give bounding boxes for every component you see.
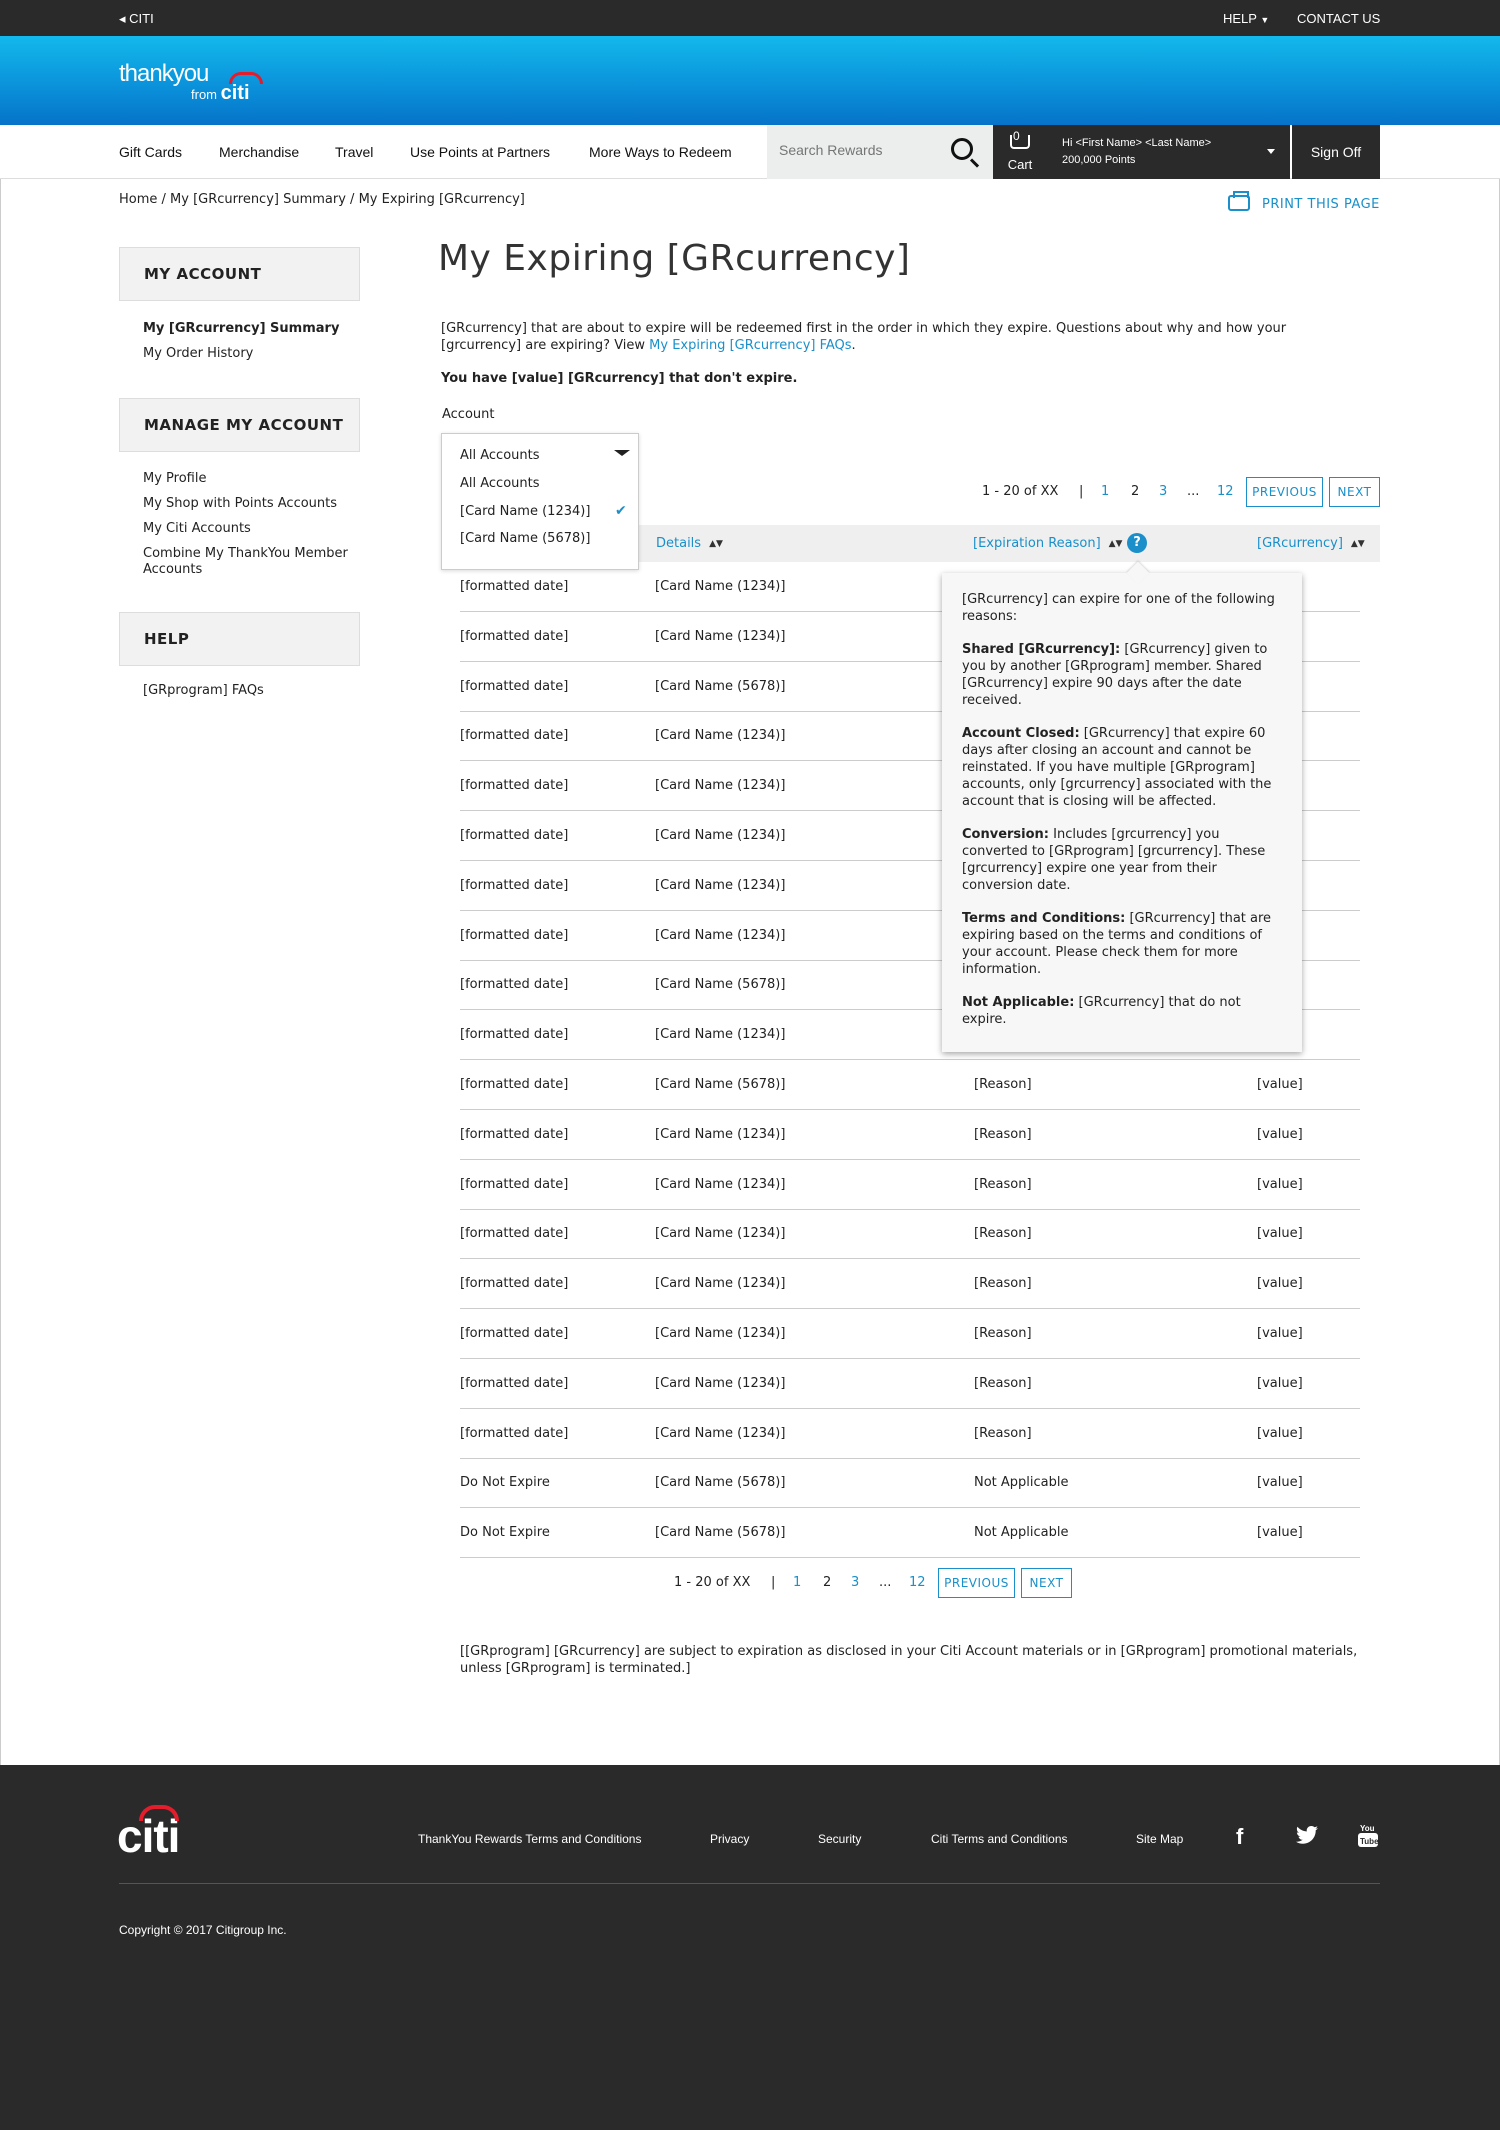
help-label: HELP — [1223, 11, 1257, 26]
citi-arc-icon — [229, 72, 263, 84]
row-reason: Not Applicable — [974, 1475, 1069, 1491]
table-row — [460, 1209, 1360, 1259]
row-value: [value] — [1257, 1176, 1303, 1192]
column-expiration-reason[interactable] — [973, 536, 1122, 551]
row-date: [formatted date] — [460, 1375, 569, 1391]
next-button[interactable]: NEXT — [1021, 1568, 1072, 1598]
row-details: [Card Name (1234)] — [655, 1276, 786, 1292]
print-page-link[interactable] — [1228, 195, 1380, 212]
tooltip-text: Includes [grcurrency] you converted to [GRprogram] [grcurrency]. These [grcurrency] expire one year from their conversion date. — [962, 827, 1266, 893]
row-reason: Not Applicable — [974, 1525, 1069, 1541]
row-details: [Card Name (1234)] — [655, 1326, 786, 1341]
pager-separator: | — [1079, 484, 1084, 499]
sidebar-item-profile[interactable]: My Profile — [143, 471, 207, 486]
row-reason: [Reason] — [974, 1375, 1032, 1391]
row-date: Do Not Expire — [460, 1475, 550, 1491]
pager-page-3[interactable]: 3 — [851, 1575, 860, 1590]
footer-divider — [119, 1883, 1380, 1884]
pager-page-12[interactable]: 12 — [909, 1575, 926, 1590]
row-reason: [Reason] — [974, 1077, 1032, 1092]
sort-icon[interactable]: ▲▼ — [1350, 539, 1365, 549]
row-date: [formatted date] — [460, 628, 569, 644]
table-row — [460, 1160, 1360, 1210]
row-value: [value] — [1257, 1077, 1303, 1092]
row-value: [value] — [1257, 1425, 1303, 1441]
row-details: [Card Name (1234)] — [655, 1126, 786, 1142]
user-points: 200,000 Points — [1062, 154, 1136, 166]
table-row — [460, 1359, 1360, 1409]
table-row — [460, 1309, 1360, 1359]
thankyou-logo[interactable] — [119, 60, 250, 104]
row-date: [formatted date] — [460, 678, 569, 694]
citi-arc-icon — [139, 1805, 179, 1821]
row-reason: [Reason] — [974, 1126, 1032, 1142]
footer-logo-text: citi — [117, 1810, 180, 1862]
footer — [0, 1765, 1500, 2130]
print-label: PRINT THIS PAGE — [1262, 197, 1380, 212]
nav-merchandise[interactable]: Merchandise — [219, 144, 300, 160]
nav-more-ways-to-redeem[interactable]: More Ways to Redeem — [589, 144, 732, 160]
tooltip-text: [GRcurrency] given to you by another [GRprogram] member. Shared [GRcurrency] expire 90 days after the date received. — [962, 642, 1268, 708]
tooltip-item — [962, 994, 1282, 1028]
logo-from-text — [191, 82, 250, 105]
facebook-icon[interactable]: f — [1236, 1824, 1244, 1849]
youtube-icon[interactable] — [1358, 1823, 1378, 1853]
row-details: [Card Name (5678)] — [655, 1475, 786, 1491]
row-date: [formatted date] — [460, 778, 569, 794]
footer-link-citi-terms[interactable]: Citi Terms and Conditions — [931, 1832, 1068, 1846]
search-icon[interactable] — [951, 138, 973, 160]
row-date: [formatted date] — [460, 1126, 569, 1142]
dropdown-selected[interactable]: All Accounts — [460, 448, 540, 463]
previous-button[interactable]: PREVIOUS — [938, 1568, 1015, 1598]
sidebar-item-order-history[interactable]: My Order History — [143, 346, 254, 361]
row-details: [Card Name (1234)] — [655, 1226, 786, 1242]
row-date: [formatted date] — [460, 877, 569, 893]
next-button[interactable]: NEXT — [1329, 477, 1380, 507]
caret-down-icon[interactable] — [614, 450, 630, 456]
page-title: My Expiring [GRcurrency] — [438, 238, 911, 279]
tooltip-intro: [GRcurrency] can expire for one of the following reasons: — [962, 592, 1275, 624]
copyright: Copyright © 2017 Citigroup Inc. — [119, 1923, 287, 1937]
row-reason: [Reason] — [974, 1425, 1032, 1441]
pagination-top — [982, 477, 1382, 507]
row-date: [formatted date] — [460, 977, 569, 993]
search-input[interactable] — [779, 142, 939, 158]
table-row — [460, 1458, 1360, 1508]
row-details: [Card Name (5678)] — [655, 1525, 786, 1541]
tooltip-item — [962, 910, 1282, 978]
row-reason: [Reason] — [974, 1326, 1032, 1341]
dropdown-option-5678[interactable]: [Card Name (5678)] — [460, 531, 591, 546]
sidebar-item-shop-with-points[interactable]: My Shop with Points Accounts — [143, 496, 338, 511]
row-value: [value] — [1257, 1226, 1303, 1242]
pager-page-3[interactable]: 3 — [1159, 484, 1168, 499]
table-row — [460, 1060, 1360, 1110]
pager-range: 1 - 20 of XX — [982, 484, 1059, 499]
nav-gift-cards[interactable]: Gift Cards — [119, 144, 183, 160]
pager-page-2[interactable]: 2 — [1131, 484, 1140, 499]
row-value: [value] — [1257, 1525, 1303, 1541]
pager-separator: | — [771, 1575, 776, 1590]
table-row — [460, 1409, 1360, 1459]
cart-count: 0 — [1013, 129, 1020, 143]
cart-button[interactable] — [993, 125, 1047, 179]
pager-page-1[interactable]: 1 — [1101, 484, 1110, 499]
row-date: [formatted date] — [460, 728, 569, 744]
no-expire-summary: You have [value] [GRcurrency] that don't expire. — [441, 371, 798, 386]
tooltip-term: Conversion: — [962, 827, 1050, 842]
table-row — [460, 1259, 1360, 1309]
row-details: [Card Name (1234)] — [655, 1027, 786, 1043]
row-date: [formatted date] — [460, 1326, 569, 1341]
table-row — [460, 1110, 1360, 1160]
user-menu[interactable] — [1047, 125, 1290, 179]
row-date: [formatted date] — [460, 1226, 569, 1242]
sidebar-item-combine-accounts[interactable]: Combine My ThankYou Member — [143, 546, 348, 561]
row-value: [value] — [1257, 1326, 1303, 1341]
row-details: [Card Name (1234)] — [655, 1425, 786, 1441]
row-date: [formatted date] — [460, 1176, 569, 1192]
help-question-icon[interactable]: ? — [1127, 533, 1147, 553]
row-reason: [Reason] — [974, 1176, 1032, 1192]
main-nav — [0, 125, 1500, 179]
row-date: [formatted date] — [460, 1425, 569, 1441]
sidebar-item-faqs[interactable]: [GRprogram] FAQs — [143, 683, 264, 698]
tooltip-term: Not Applicable: — [962, 995, 1075, 1010]
row-details: [Card Name (5678)] — [655, 977, 786, 993]
row-value: [value] — [1257, 1475, 1303, 1491]
sidebar-heading-help: HELP — [119, 612, 360, 666]
logo-from: from — [191, 87, 217, 102]
footer-link-terms[interactable]: ThankYou Rewards Terms and Conditions — [418, 1832, 642, 1846]
printer-icon — [1228, 195, 1250, 211]
pager-page-1[interactable]: 1 — [793, 1575, 802, 1590]
sidebar-heading-my-account: MY ACCOUNT — [119, 247, 360, 301]
pagination-bottom — [674, 1568, 1074, 1598]
row-details: [Card Name (1234)] — [655, 927, 786, 943]
twitter-icon[interactable] — [1296, 1824, 1318, 1850]
row-details: [Card Name (1234)] — [655, 628, 786, 644]
tooltip-term: Account Closed: — [962, 726, 1080, 741]
tooltip-term: Shared [GRcurrency]: — [962, 642, 1121, 657]
svg-text:Tube: Tube — [1360, 1837, 1378, 1846]
row-details: [Card Name (1234)] — [655, 579, 786, 594]
footer-link-site-map[interactable]: Site Map — [1136, 1832, 1184, 1846]
dropdown-option-1234[interactable]: [Card Name (1234)] — [460, 504, 591, 519]
column-details-label: Details — [656, 536, 702, 551]
sidebar-item-combine-accounts-cont[interactable]: Accounts — [143, 562, 203, 577]
account-dropdown[interactable] — [441, 433, 639, 570]
cart-label: Cart — [1007, 157, 1033, 172]
contact-us-link[interactable]: CONTACT US — [1297, 11, 1381, 26]
search-box — [767, 125, 993, 179]
sidebar-heading-manage-account: MANAGE MY ACCOUNT — [119, 398, 360, 452]
row-details: [Card Name (5678)] — [655, 1077, 786, 1092]
intro-line2: [grcurrency] are expiring? View — [441, 338, 650, 353]
chevron-down-icon — [1267, 149, 1275, 154]
row-details: [Card Name (5678)] — [655, 678, 786, 694]
row-reason: [Reason] — [974, 1276, 1032, 1292]
footer-link-security[interactable]: Security — [818, 1832, 862, 1846]
svg-text:You: You — [1360, 1824, 1375, 1833]
pager-page-2[interactable]: 2 — [823, 1575, 832, 1590]
logo-citi: citi — [220, 82, 250, 104]
row-value: [value] — [1257, 1126, 1303, 1142]
nav-travel[interactable]: Travel — [335, 144, 374, 160]
sidebar-item-citi-accounts[interactable]: My Citi Accounts — [143, 521, 251, 536]
row-details: [Card Name (1234)] — [655, 778, 786, 794]
sort-icon[interactable]: ▲▼ — [709, 539, 723, 549]
row-details: [Card Name (1234)] — [655, 1375, 786, 1391]
intro-line1: [GRcurrency] that are about to expire will be redeemed first in the order in which they expire. Questions about why and how your — [441, 321, 1287, 336]
row-date: [formatted date] — [460, 828, 569, 843]
expiration-disclaimer: [[GRprogram] [GRcurrency] are subject to expiration as disclosed in your Citi Account materials or in [GRprogram] promotional materials, unless [GRprogram] is terminated.] — [460, 1644, 1358, 1676]
pager-range: 1 - 20 of XX — [674, 1575, 751, 1590]
tooltip-item — [962, 725, 1282, 810]
tooltip-text: [GRcurrency] that are expiring based on the terms and conditions of your account. Please check them for more information. — [962, 911, 1272, 977]
footer-link-privacy[interactable]: Privacy — [710, 1832, 750, 1846]
previous-button[interactable]: PREVIOUS — [1246, 477, 1323, 507]
row-date: Do Not Expire — [460, 1525, 550, 1541]
tooltip-term: Terms and Conditions: — [962, 911, 1126, 926]
pager-ellipsis: ... — [1187, 484, 1200, 499]
tooltip-item — [962, 641, 1282, 709]
intro-text — [441, 320, 1341, 354]
citi-footer-logo[interactable] — [117, 1809, 179, 1863]
back-label: CITI — [129, 11, 154, 26]
tooltip-text: [GRcurrency] that expire 60 days after closing an account and cannot be reinstated. If you have multiple [GRprogram] accounts, only [grcurrency] associated with the account that is closing will be affected. — [962, 726, 1272, 809]
row-details: [Card Name (1234)] — [655, 828, 786, 843]
back-to-citi-link[interactable]: ◂ CITI — [119, 11, 154, 26]
brand-header — [0, 36, 1500, 125]
checkmark-icon: ✔ — [615, 503, 627, 519]
breadcrumb[interactable]: Home / My [GRcurrency] Summary / My Expiring [GRcurrency] — [119, 192, 525, 207]
expiring-faqs-link[interactable]: My Expiring [GRcurrency] FAQs — [649, 338, 852, 353]
sidebar-item-summary[interactable]: My [GRcurrency] Summary — [143, 321, 340, 336]
expiration-reason-tooltip — [942, 573, 1302, 1052]
row-value: [value] — [1257, 1276, 1303, 1292]
row-date: [formatted date] — [460, 579, 569, 594]
row-reason: [Reason] — [974, 1226, 1032, 1242]
nav-use-points-at-partners[interactable]: Use Points at Partners — [410, 144, 551, 160]
intro-end: . — [851, 338, 856, 353]
sign-off-button[interactable]: Sign Off — [1292, 125, 1380, 179]
column-grcurrency[interactable] — [1257, 536, 1365, 551]
cart-icon — [1010, 135, 1030, 149]
sort-icon[interactable]: ▲▼ — [1108, 539, 1123, 549]
column-details[interactable] — [656, 536, 723, 551]
pager-page-12[interactable]: 12 — [1217, 484, 1234, 499]
chevron-down-icon: ▼ — [1260, 15, 1270, 25]
row-date: [formatted date] — [460, 1027, 569, 1043]
row-date: [formatted date] — [460, 1276, 569, 1292]
column-grcurrency-label: [GRcurrency] — [1257, 536, 1343, 551]
column-reason-label: [Expiration Reason] — [973, 536, 1101, 551]
utility-bar — [0, 0, 1500, 36]
row-date: [formatted date] — [460, 927, 569, 943]
help-menu[interactable] — [1223, 11, 1269, 26]
row-details: [Card Name (1234)] — [655, 728, 786, 744]
row-value: [value] — [1257, 1375, 1303, 1391]
tooltip-item — [962, 826, 1282, 894]
pager-ellipsis: ... — [879, 1575, 892, 1590]
tooltip-text: [GRcurrency] that do not expire. — [962, 995, 1241, 1027]
account-label: Account — [442, 407, 495, 422]
row-date: [formatted date] — [460, 1077, 569, 1092]
table-row — [460, 1508, 1360, 1558]
logo-thankyou-text: thankyou — [119, 60, 209, 87]
user-greeting: Hi <First Name> <Last Name> — [1062, 137, 1212, 149]
row-details: [Card Name (1234)] — [655, 877, 786, 893]
dropdown-option-all[interactable]: All Accounts — [460, 476, 540, 491]
row-details: [Card Name (1234)] — [655, 1176, 786, 1192]
